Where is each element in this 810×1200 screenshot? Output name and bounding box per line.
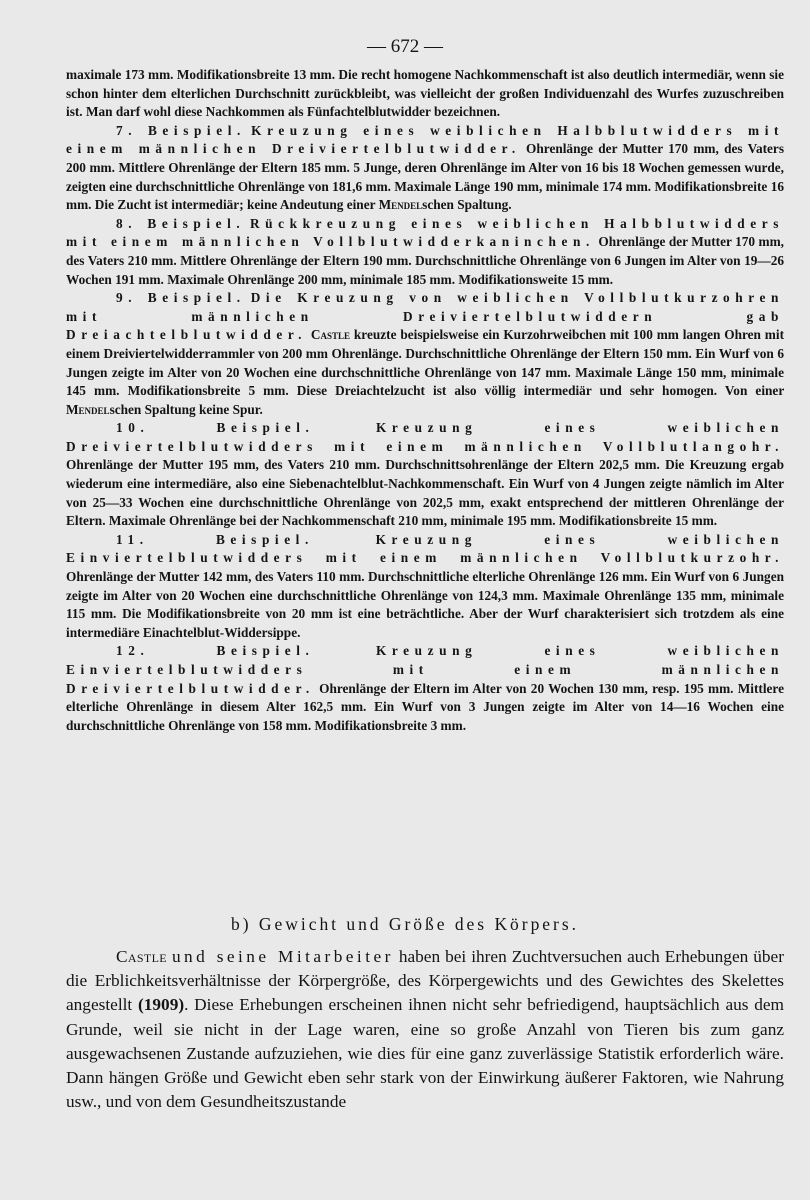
example-heading: Die Kreuzung von weiblichen Vollblutkurzohren mit männlichen Dreiviertelblutwiddern gab Dreiachtelblutwidder. [66, 290, 784, 343]
spaced-phrase: und seine Mitarbeiter [171, 947, 394, 966]
example-heading: Kreuzung eines weiblichen Halbblutwidders mit einem männlichen Dreiviertelblutwidder. [66, 122, 784, 157]
example-9 [66, 289, 784, 419]
example-7 [66, 122, 784, 215]
intro-paragraph: maximale 173 mm. Modifikationsbreite 13 mm. Die recht homogene Nachkommenschaft ist also deutlich intermediär, wenn sie schon hinter dem elterlichen Durchschnitt zurückbleibt, was vielleicht der großen Individuenzahl des Wurfes zuzuschreiben ist. Man darf wohl diese Nachkommen als Fünfachtelblutwidder bezeichnen. [66, 67, 784, 120]
citation-year: (1909) [138, 995, 185, 1015]
example-body: Ohrenlänge der Eltern im Alter von 20 Wochen 130 mm, resp. 195 mm. Mittlere elterliche Ohrenlänge in diesem Alter 162,5 mm. Ein Wurf von 3 Jungen zeigte im Alter von 14—16 Wochen eine durchschnittliche Ohrenlänge von 158 mm. Modifikationsbreite 3 mm. [66, 680, 784, 733]
example-label: 12. Beispiel. [116, 643, 315, 659]
example-11 [66, 531, 784, 643]
example-body: Ohrenlänge der Mutter 170 mm, des Vaters 200 mm. Mittlere Ohrenlänge der Eltern 185 mm. 5 Junge, deren Ohrenlänge im Alter von 16 bis 18 Wochen gemessen wurde, zeigten eine durchschnittliche Ohrenlänge von 181,6 mm. Maximale Länge 190 mm, minimale 174 mm. Modifikationsbreite 16 mm. Die Zucht ist intermediär; keine Andeutung einer [66, 141, 785, 213]
example-heading: Kreuzung eines weiblichen Dreiviertelblutwidders mit einem männlichen Vollblutlangohr. [66, 420, 784, 454]
example-label: 11. Beispiel. [116, 531, 314, 547]
example-body: Ohrenlänge der Mutter 170 mm, des Vaters 210 mm. Mittlere Ohrenlänge der Eltern 190 mm. Durchschnittliche Ohrenlänge von 6 Jungen im Alter von 19—26 Wochen 191 mm. Maximale Ohrenlänge 200 mm, minimale 185 mm. Modifikationsweite 15 mm. [66, 234, 785, 287]
author-name: Mendel [378, 197, 423, 213]
example-body-end: schen Spaltung keine Spur. [109, 401, 263, 417]
example-heading: Rückkreuzung eines weiblichen Halbblutwidders mit einem männlichen Vollblutwidderkaninchen. [66, 215, 784, 250]
example-label: 8. Beispiel. [116, 215, 246, 231]
example-12 [66, 642, 784, 735]
example-body-end: schen Spaltung. [422, 197, 512, 213]
section-paragraph [66, 945, 784, 1114]
example-body: Ohrenlänge der Mutter 195 mm, des Vaters 210 mm. Durchschnittsohrenlänge der Eltern 202,5 mm. Die Kreuzung ergab wiederum eine intermediäre, also eine Siebenachtelblut-Nachkommenschaft. Ein Wurf von 4 Jungen zeigte nämlich im Alter von 25—33 Wochen eine durchschnittliche Ohrenlänge von 202,5 mm, exakt entsprechend der mittleren Ohrenlänge der Eltern. Maximale Ohrenlänge bei der Nachkommenschaft 210 mm, minimale 195 mm. Modifikationsbreite 15 mm. [66, 457, 784, 529]
section-text: haben bei ihren Zuchtversuchen auch Erhebungen über die Erblichkeitsverhältnisse der Körpergröße, des Körpergewichts und des Gewichtes des Skelettes angestellt [66, 947, 784, 1015]
example-label: 10. Beispiel. [116, 420, 315, 436]
examples-block [66, 66, 784, 735]
section-heading: b) Gewicht und Größe des Körpers. [231, 914, 579, 934]
example-heading: Kreuzung eines weiblichen Einviertelblutwidders mit einem männlichen Vollblutkurzohr. [66, 531, 785, 566]
author-name: Mendel [66, 401, 110, 417]
author-name: Castle [310, 327, 351, 343]
example-heading: Kreuzung eines weiblichen Einviertelblutwidders mit einem männlichen Dreiviertelblutwidder. [66, 643, 784, 696]
example-body: kreuzte beispielsweise ein Kurzohrweibchen mit 100 mm langen Ohren mit einem Dreiviertelwidderrammler von 200 mm Ohrenlänge. Durchschnittliche Ohrenlänge der Eltern 150 mm. Ein Wurf von 6 Jungen zeigte im Alter von 20 Wochen eine durchschnittliche Ohrenlänge von 147 mm. Maximale Länge 150 mm, minimale 145 mm. Modifikationsbreite 5 mm. Diese Dreiachtelzucht ist also völlig intermediär und sehr homogen. Von einer [66, 327, 784, 399]
author-name: Castle [116, 947, 167, 966]
example-label: 9. Beispiel. [116, 290, 246, 306]
section-text-end: . Diese Erhebungen erscheinen ihnen nicht sehr befriedigend, hauptsächlich aus dem Grunde, weil sie nicht in der Lage waren, eine so große Anzahl von Tieren bis zum ganz ausgewachsenen Zustande aufzuziehen, wie dies für eine ganz zuverlässige Statistik erforderlich wäre. Dann hängen Größe und Gewicht eben sehr stark von der Einwirkung äußerer Faktoren, wie Nahrung usw., und von dem Gesundheitszustande [66, 995, 785, 1112]
page-number: — 672 — [367, 36, 443, 57]
example-label: 7. Beispiel. [116, 122, 246, 138]
example-8 [66, 215, 784, 289]
section-body [66, 945, 784, 1114]
example-body: Ohrenlänge der Mutter 142 mm, des Vaters 110 mm. Durchschnittliche elterliche Ohrenlänge 126 mm. Ein Wurf von 6 Jungen zeigte im Alter von 20 Wochen eine durchschnittliche Ohrenlänge von 124,3 mm. Maximale Ohrenlänge 135 mm, minimale 115 mm. Die Modifikationsbreite von 20 mm ist eine beträchtliche. Aber der Wurf charakterisiert sich trotzdem als eine intermediäre Einachtelblut-Widdersippe. [66, 569, 784, 640]
example-10 [66, 419, 784, 531]
